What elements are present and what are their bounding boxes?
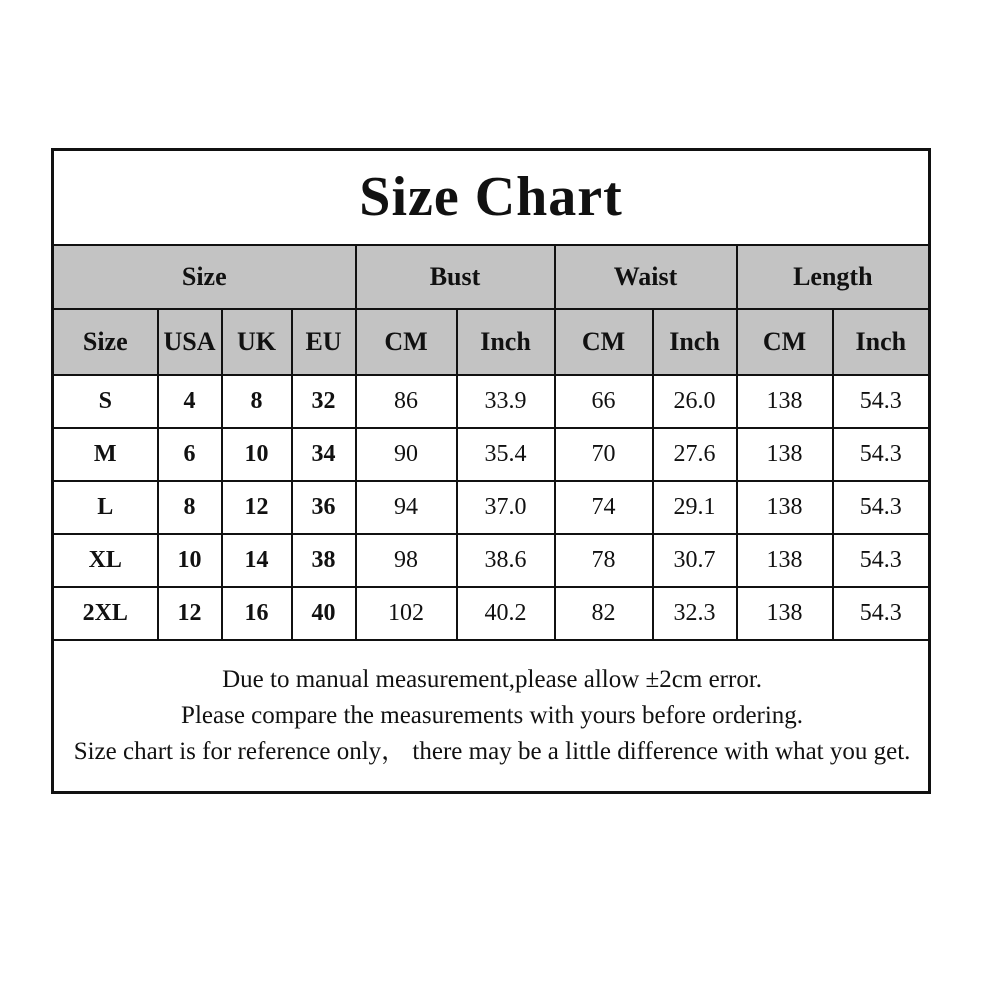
cell-bust-cm: 102: [356, 587, 457, 640]
size-table: [51, 148, 931, 794]
table-row-l: [53, 481, 930, 534]
column-group-bust: Bust: [356, 245, 555, 309]
cell-bust-cm: 86: [356, 375, 457, 428]
column-header-eu: EU: [292, 309, 356, 375]
table-row-m: [53, 428, 930, 481]
column-group-waist: Waist: [555, 245, 737, 309]
cell-eu: 38: [292, 534, 356, 587]
cell-waist-inch: 32.3: [653, 587, 737, 640]
cell-bust-inch: 38.6: [457, 534, 555, 587]
cell-length-inch: 54.3: [833, 481, 930, 534]
column-header-uk: UK: [222, 309, 292, 375]
cell-waist-cm: 74: [555, 481, 653, 534]
cell-length-cm: 138: [737, 375, 833, 428]
column-group-length: Length: [737, 245, 930, 309]
cell-size: M: [53, 428, 158, 481]
cell-uk: 10: [222, 428, 292, 481]
cell-waist-inch: 30.7: [653, 534, 737, 587]
column-group-size: Size: [53, 245, 356, 309]
cell-usa: 10: [158, 534, 222, 587]
note-line-3: Size chart is for reference only， there may be a little difference with what you get.: [73, 737, 911, 765]
cell-bust-inch: 33.9: [457, 375, 555, 428]
column-header-bust-inch: Inch: [457, 309, 555, 375]
cell-length-cm: 138: [737, 587, 833, 640]
cell-length-inch: 54.3: [833, 375, 930, 428]
cell-length-inch: 54.3: [833, 534, 930, 587]
column-header-length-cm: CM: [737, 309, 833, 375]
cell-length-inch: 54.3: [833, 428, 930, 481]
cell-waist-cm: 70: [555, 428, 653, 481]
cell-eu: 34: [292, 428, 356, 481]
cell-bust-cm: 90: [356, 428, 457, 481]
column-header-usa: USA: [158, 309, 222, 375]
cell-waist-cm: 78: [555, 534, 653, 587]
cell-eu: 40: [292, 587, 356, 640]
cell-size: 2XL: [53, 587, 158, 640]
cell-usa: 12: [158, 587, 222, 640]
sub-header-row: [53, 309, 930, 375]
cell-length-cm: 138: [737, 428, 833, 481]
cell-usa: 8: [158, 481, 222, 534]
column-header-bust-cm: CM: [356, 309, 457, 375]
table-row-s: [53, 375, 930, 428]
cell-uk: 14: [222, 534, 292, 587]
notes-cell: [53, 640, 930, 793]
cell-waist-cm: 82: [555, 587, 653, 640]
cell-length-inch: 54.3: [833, 587, 930, 640]
cell-length-cm: 138: [737, 534, 833, 587]
cell-uk: 12: [222, 481, 292, 534]
cell-bust-cm: 94: [356, 481, 457, 534]
column-header-length-inch: Inch: [833, 309, 930, 375]
page-title: Size Chart: [53, 150, 930, 245]
cell-usa: 6: [158, 428, 222, 481]
cell-bust-cm: 98: [356, 534, 457, 587]
cell-bust-inch: 40.2: [457, 587, 555, 640]
note-line-2: Please compare the measurements with yours before ordering.: [181, 701, 804, 729]
cell-waist-inch: 26.0: [653, 375, 737, 428]
cell-waist-inch: 29.1: [653, 481, 737, 534]
cell-usa: 4: [158, 375, 222, 428]
column-header-waist-inch: Inch: [653, 309, 737, 375]
cell-waist-inch: 27.6: [653, 428, 737, 481]
cell-size: S: [53, 375, 158, 428]
size-chart-table: [51, 148, 928, 794]
cell-uk: 8: [222, 375, 292, 428]
cell-eu: 36: [292, 481, 356, 534]
notes-row: [53, 640, 930, 793]
cell-bust-inch: 37.0: [457, 481, 555, 534]
column-header-waist-cm: CM: [555, 309, 653, 375]
cell-uk: 16: [222, 587, 292, 640]
title-row: [53, 150, 930, 245]
cell-size: XL: [53, 534, 158, 587]
group-header-row: [53, 245, 930, 309]
table-row-2xl: [53, 587, 930, 640]
column-header-size: Size: [53, 309, 158, 375]
cell-bust-inch: 35.4: [457, 428, 555, 481]
cell-eu: 32: [292, 375, 356, 428]
note-line-1: Due to manual measurement,please allow ±2cm error.: [222, 665, 763, 693]
table-row-xl: [53, 534, 930, 587]
cell-size: L: [53, 481, 158, 534]
cell-waist-cm: 66: [555, 375, 653, 428]
cell-length-cm: 138: [737, 481, 833, 534]
